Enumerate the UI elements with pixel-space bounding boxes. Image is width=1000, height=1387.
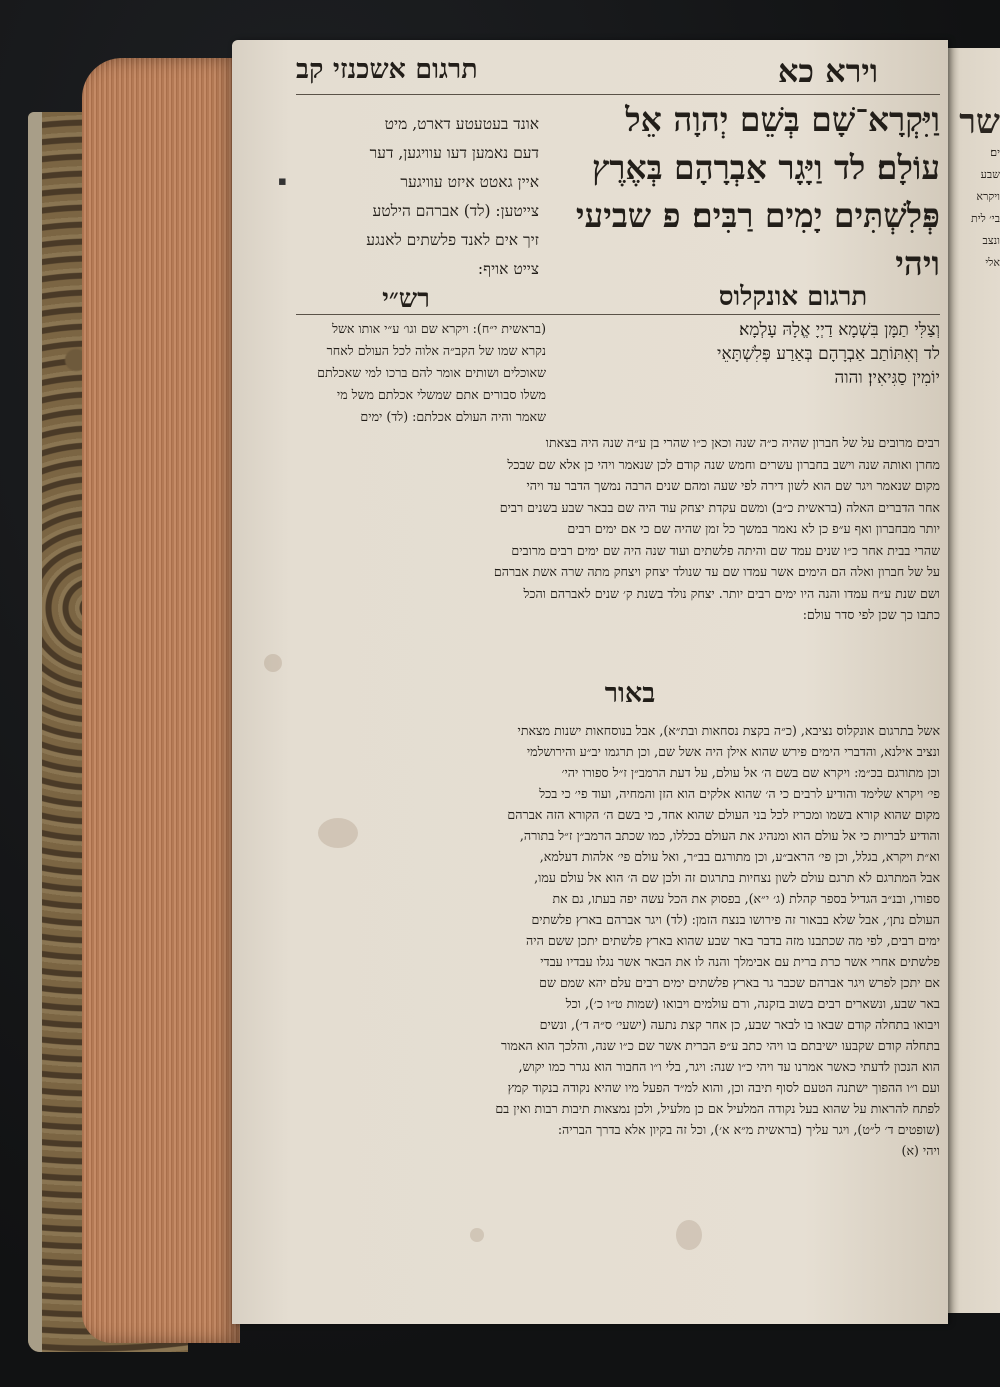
translation-line: איין גאטט איזט עוויגער (400, 173, 539, 191)
rashi-title: רש״י (382, 284, 430, 314)
facing-page-line: ויקרא (976, 190, 1000, 203)
page-header-targum: תרגום אשכנזי קב (296, 54, 478, 85)
biur-line: וא״ת ויקרא, בגלל, וכן פי׳ הראב״ע, וכן מתורגם בב״ר, ואל עולם פי׳ אלהות דעלמא, (539, 849, 940, 864)
rashi-line: ושם שנת ע״ח עמדו והנה היו ימים רבים יותר. יצחק נולד בשנת ק׳ שנים לאברהם והכל (523, 585, 940, 601)
biur-line: באר שבע, ונשארים רבים בשוב בזקנה, ורם עולמים ויבואו (שמות ט״ו כ׳), וכל (565, 996, 940, 1011)
facing-page-line: אלי (985, 256, 1000, 269)
rashi-line: אחר הדברים האלה (בראשית כ״ב) ומשם עקדת יצחק עוד היה שם בבאר שבע בשנים רבים (499, 499, 940, 515)
biur-line: ויהי (א) (901, 1143, 940, 1158)
biur-title: באור (604, 678, 656, 709)
biur-line: לפתח להראות על שהוא בעל נקודה המלעיל אם כן מלעיל, ולכן נמצאות תיבות רבות ואין בם (495, 1101, 940, 1116)
biur-line: ונציב אילנא, והדברי הימים פירש שהוא אילן היה אשל שם, וכן תרגמו יב״ע והירושלמי (526, 744, 940, 759)
rashi-line: שאוכלים ושותים אומר להם ברכו למי שאכלתם (317, 365, 546, 380)
facing-page-line: שבע (980, 168, 1000, 181)
cover-edge (28, 112, 42, 1352)
rashi-line: על של חברון ואלה הם הימים אשר עמדו שם עד שנולד יצחק ויצחק מתה שרה אשת אברהם (493, 564, 940, 579)
biur-line: ימים רבים, לפי מה שכתבנו מזה בדבר באר שבע שהוא בארץ פלשתים יתכן ששם היה (526, 933, 940, 948)
translation-line: צייט אויף: (477, 260, 539, 278)
verse-line: וַיִּקְרָא־שָׁם בְּשֵׁם יְהוָה אֵל (625, 100, 940, 139)
biur-line: פלשתים אחרי אשר כרת ברית עם אבימלך והנה לו את הבאר אשר נגלו עבדיו עבדי (540, 954, 940, 969)
facing-page-heading: שר (959, 102, 1000, 142)
page-edges (82, 58, 240, 1343)
facing-page-line: בי׳ לית (971, 212, 1000, 225)
biur-text (296, 720, 940, 1161)
biur-line: מקום שהוא קורא בשמו ומכריז לכל בני העולם שהוא אחד, כי בשם ה׳ הקורא הזה אברהם (507, 807, 940, 822)
biur-line: אשל בתרגום אונקלוס נציבא, (כ״ה בקצת נסחאות ובת״א), אבל בנוסחאות ישנות מצאתי (517, 723, 940, 738)
biur-line: (שופטים ד׳ ל״ט), ויגר עליך (בראשית מ״א א׳), וכל זה בקיון אלא בדרך הבריה: (557, 1122, 940, 1137)
translation-line: זיך אים לאנד פלשתים לאנגע (366, 231, 539, 249)
facing-page-line: ונצב (982, 234, 1000, 247)
rashi-line: מקום שנאמר ויגר שם הוא לשון דירה לפי שעה ומהם שנים הרבה נמשך הדבר עד ויהי (526, 478, 940, 493)
rashi-text-upper (296, 318, 546, 428)
rashi-line: מחרן ואותה שנה וישב בחברון עשרים וחמש שנה קודם לכן שנאמר ויהי כן אלא שם שבכל (507, 456, 940, 472)
onkelos-line: לד וְאִתּוֹתַב אַבְרָהָם בְּאַרַע פְּלִשְׁתָּאֵי (717, 344, 940, 364)
verse-line: ויהי (895, 244, 940, 283)
facing-page-fragment (946, 48, 1000, 1313)
verse-line: פְּלִשְׁתִּים יָמִים רַבִּים׃ פ שביעי (575, 196, 940, 235)
biur-line: ועם ו״ו ההפוך ישתנה הטעם לסוף תיבה וכן, והוא למ״ד הפעל מיו שהיא נקודה בנקוד קמץ (507, 1080, 940, 1095)
stain (470, 1228, 484, 1242)
rashi-line: רבים מרובים על של חברון שהיה כ״ה שנה וכאן כ״ו שהרי בן ע״ה שנה היה בצאתו (545, 435, 940, 450)
verse-line: עוֹלָם׃ לד וַיָּגָר אַבְרָהָם בְּאֶרֶץ (592, 148, 940, 187)
rashi-line: שאמר והיה העולם אכלתם: (לד) ימים (360, 409, 546, 424)
onkelos-text (556, 318, 940, 390)
rashi-line: יותר מבחברון ואף ע״פ כן לא נאמר במשך כל זמן שהיה שם כי אם ימים רבים (567, 521, 940, 536)
rashi-line: נקרא שמו של הקב״ה אלוה לכל העולם לאחר (326, 343, 546, 358)
onkelos-title: תרגום אונקלוס (718, 282, 868, 312)
rashi-line: (בראשית י״ח): ויקרא שם וגו׳ ע״י אותו אשל (332, 321, 546, 336)
biur-line: ויבואו בתחלה קודם שבאו בו לבאר שבע, כן אחר קצת נתעה (ישעי׳ ס״ה ד׳), ונשים (539, 1017, 940, 1032)
biur-line: אם יתכן לפרש ויגר אברהם שכבר גר בארץ פלשתים ימים רבים עלם יהא שמם שם (539, 975, 940, 990)
stain (676, 1220, 702, 1250)
facing-page-text (946, 142, 1000, 274)
rashi-text-lower (296, 432, 940, 626)
facing-page-line: ים׃ (990, 146, 1000, 159)
biur-line: בתחלה קודם שקבעו ישיבתם בו ויהי כתב ע״פ הברית אשר שם כ״ו שנה, והלכך הוא האמור (501, 1038, 940, 1053)
header-rule (296, 94, 940, 95)
rashi-line: שהרי בבית אחר כ״ו שנים עמד שם והיתה פלשתים ועוד שנה היה שם ימים רבים מרובים (511, 542, 940, 558)
translation-line: דעם נאמען דעו עוויגען, דער (369, 144, 539, 162)
biur-line: אבל המתרגם לא תרגם עולם לשון נצחיות בתרגום זה ולכן שם ה׳ הוא אל עולם עמו, (534, 870, 940, 885)
stain (264, 654, 282, 672)
biur-line: וכן מתורגם בכ״מ: ויקרא שם בשם ה׳ אל עולם, על דעת הרמב״ן ז״ל ספורו יהי׳ (561, 765, 940, 780)
biur-line: הוא הנכון לדעתי כאשר אמרנו עד ויהי כ״ו שנה: ויגר, בלי ו״ו החבור הוא נגרר כמו יקוש, (518, 1059, 940, 1074)
biur-line: פי׳ ויקרא שלימד והודיע לרבים כי ה׳ שהוא אלקים הוא הזן והמחיה, ועוד פי׳ כי בכל (539, 786, 940, 801)
translation-line: צייטען: (לד) אברהם הילטע (372, 202, 539, 220)
section-rule (296, 314, 940, 315)
biur-line: ספורו, ובנ״ב הגדיל בספר קהלת (ג׳ י״א), בפסוק את הכל עשה יפה בעתו, גם את (552, 891, 940, 906)
biur-line: העולם נתן׳, אבל שלא בבאור זה פירושו בנצח הזמן: (לד) ויגר אברהם בארץ פלשתים (531, 912, 940, 927)
rashi-line: כתבו כך שכן לפי סדר עולם: (802, 607, 940, 622)
onkelos-line: יוֹמִין סַגִּיאִין׃ והוה (834, 368, 940, 388)
german-translation (294, 110, 539, 284)
onkelos-line: וְצַלִּי תַמָּן בִּשְׁמָא דַיְיָ אֱלָהּ עָלְמָא׃ (739, 320, 940, 340)
biur-line: והודיע לבריות כי אל עולם הוא ומנהיג את העולם בכללו, כמו שכתב הרמב״ן ז״ל בתורה, (519, 828, 940, 843)
margin-mark: ▪ (278, 174, 287, 189)
translation-line: אונד בעטעטע דארט, מיט (384, 115, 539, 133)
torah-verse (552, 96, 940, 288)
rashi-line: משלו סבורים אתם שמשלי אכלתם משל מי (336, 387, 546, 402)
page-header-parasha: וירא כא (777, 52, 878, 90)
